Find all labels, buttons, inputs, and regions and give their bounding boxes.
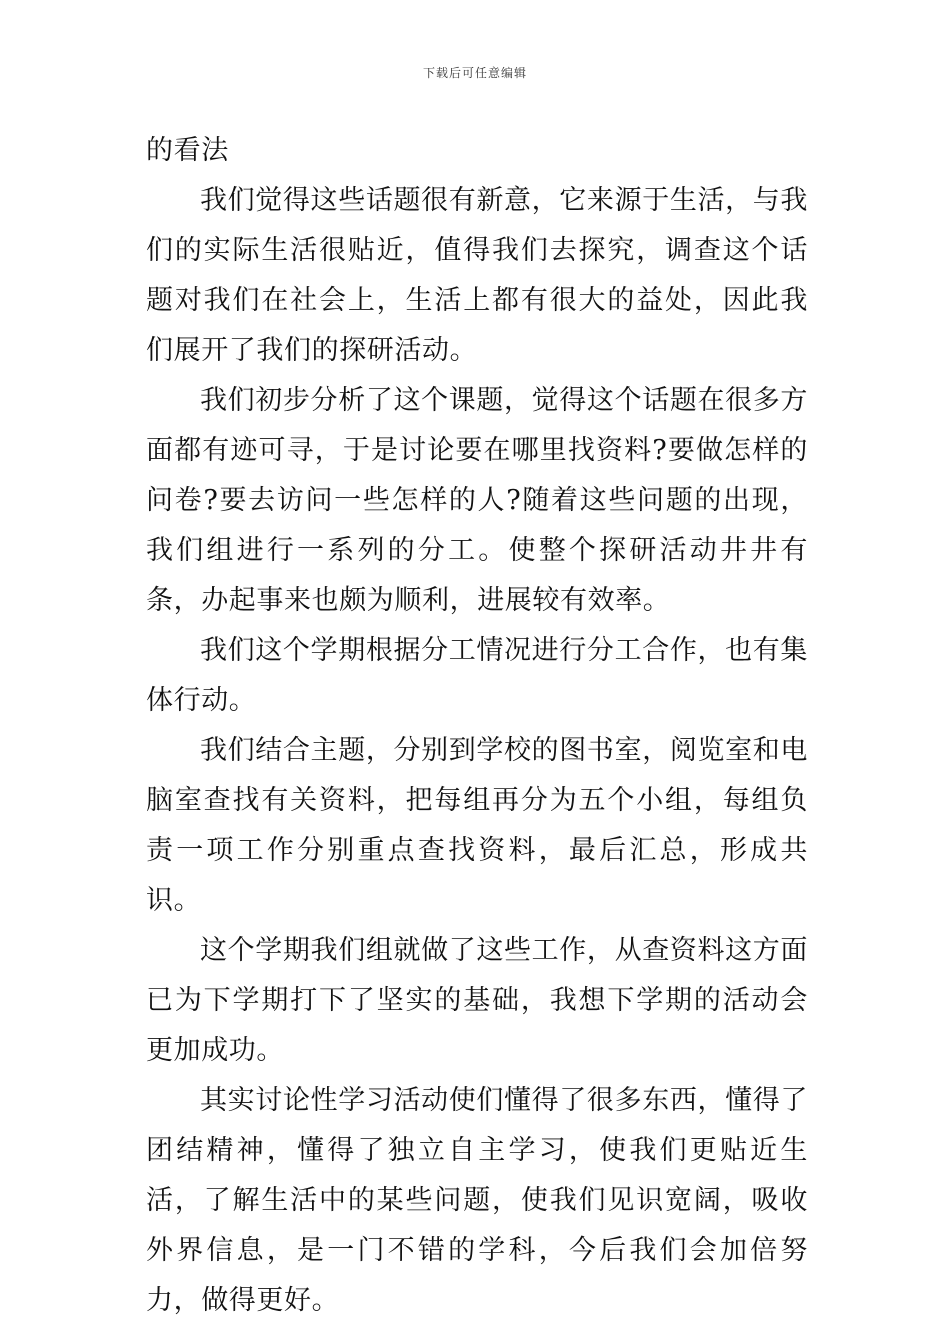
page-header-note: 下载后可任意编辑 <box>422 66 527 80</box>
paragraph: 我们这个学期根据分工情况进行分工合作，也有集体行动。 <box>146 635 808 716</box>
paragraph: 这个学期我们组就做了这些工作，从查资料这方面已为下学期打下了坚实的基础，我想下学期的活动会更加成功。 <box>146 935 808 1066</box>
document-body <box>146 126 808 1326</box>
paragraph-continuation: 的看法 <box>146 135 229 166</box>
paragraph: 我们结合主题，分别到学校的图书室，阅览室和电脑室查找有关资料，把每组再分为五个小组，每组负责一项工作分别重点查找资料，最后汇总，形成共识。 <box>146 735 808 916</box>
paragraph: 我们初步分析了这个课题，觉得这个话题在很多方面都有迹可寻，于是讨论要在哪里找资料?要做怎样的问卷?要去访问一些怎样的人?随着这些问题的出现，我们组进行一系列的分工。使整个探研活动井井有条，办起事来也颇为顺利，进展较有效率。 <box>146 385 808 616</box>
paragraph: 其实讨论性学习活动使们懂得了很多东西，懂得了团结精神，懂得了独立自主学习，使我们更贴近生活，了解生活中的某些问题，使我们见识宽阔，吸收外界信息，是一门不错的学科，今后我们会加倍努力，做得更好。 <box>146 1085 808 1316</box>
paragraph: 我们觉得这些话题很有新意，它来源于生活，与我们的实际生活很贴近，值得我们去探究，调查这个话题对我们在社会上，生活上都有很大的益处，因此我们展开了我们的探研活动。 <box>146 185 808 366</box>
